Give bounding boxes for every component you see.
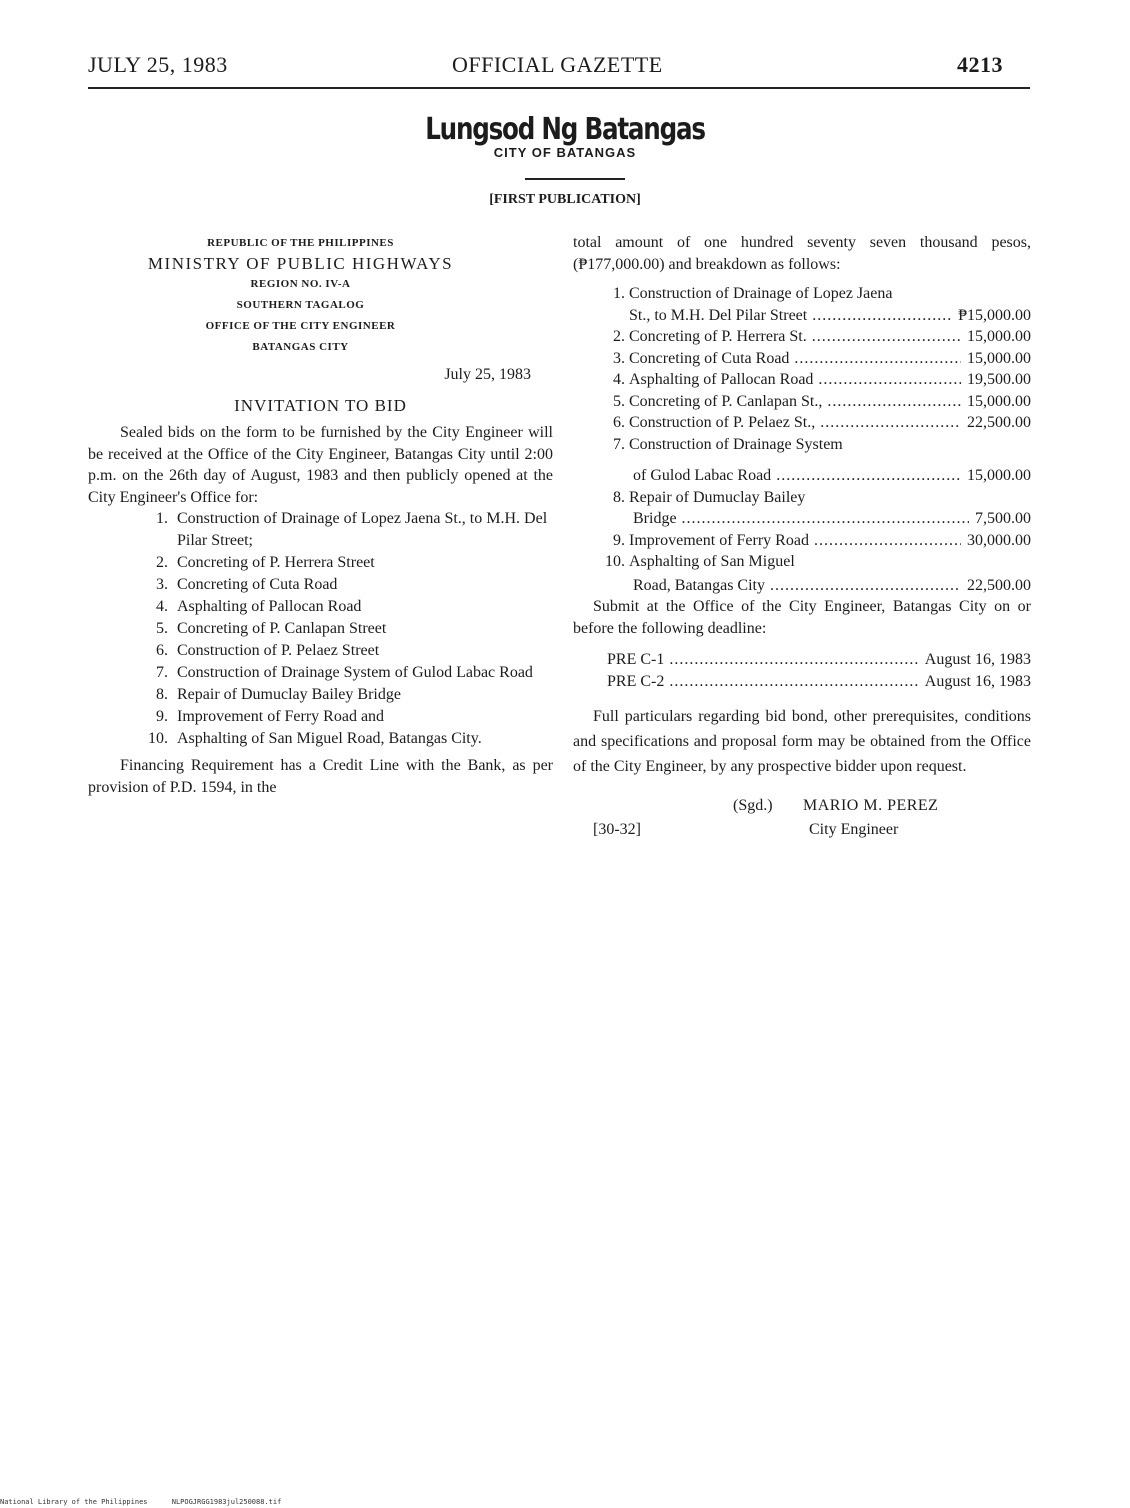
amount: ₱15,000.00	[958, 306, 1031, 324]
header-date: JULY 25, 1983	[88, 52, 228, 77]
signature-block	[573, 795, 1031, 843]
amount: 15,000.00	[967, 467, 1031, 484]
list-item: 4. Asphalting of Pallocan Road	[156, 597, 362, 615]
deadline-row: PRE C-2 ..... August 16, 1983	[607, 671, 1031, 693]
amount: 19,500.00	[967, 371, 1031, 388]
deadline-row: PRE C-1 ..... August 16, 1983	[607, 649, 1031, 671]
left-column	[88, 233, 553, 798]
right-column	[573, 232, 1031, 843]
title-divider	[525, 178, 625, 180]
amount: 22,500.00	[967, 414, 1031, 431]
amount: 22,500.00	[967, 576, 1031, 594]
title-block	[0, 112, 1130, 160]
submit-paragraph: Submit at the Office of the City Engineer, Batangas City on or before the following deadline:	[573, 598, 1031, 637]
header-publication: OFFICIAL GAZETTE	[452, 52, 663, 77]
region-line: REGION NO. IV-A	[250, 278, 351, 290]
publication-tag: [FIRST PUBLICATION]	[489, 192, 641, 207]
list-item: 10. Asphalting of San Miguel Road, Batangas City.	[148, 729, 482, 747]
signed-mark: (Sgd.)	[733, 797, 773, 814]
breakdown-item: 10. Asphalting of San Miguel Road, Batangas City ..... 22,500.00	[573, 551, 1031, 596]
page-title: Lungsod Ng Batangas	[425, 112, 705, 147]
reference-number: [30-32]	[593, 821, 641, 838]
list-item: 3. Concreting of Cuta Road	[156, 575, 338, 593]
breakdown-item: 4. Asphalting of Pallocan Road ..... 19,500.00	[573, 369, 1031, 391]
city-line: BATANGAS CITY	[252, 341, 349, 353]
page-number: 4213	[957, 52, 1003, 77]
page-subtitle: CITY OF BATANGAS	[493, 145, 637, 160]
list-item: 5. Concreting of P. Canlapan Street	[156, 619, 387, 637]
deadline-list	[573, 649, 1031, 692]
amount: 30,000.00	[967, 531, 1031, 549]
breakdown-item: 5. Concreting of P. Canlapan St., ..... 15,000.00	[573, 391, 1031, 413]
scan-footer	[0, 1498, 301, 1506]
header-rule	[88, 87, 1030, 89]
amount: 7,500.00	[975, 510, 1031, 527]
breakdown-item: 9. Improvement of Ferry Road ..... 30,000.00	[573, 530, 1031, 552]
breakdown-item: 8. Repair of Dumuclay Bailey Bridge ..... 7,500.00	[573, 487, 1031, 530]
breakdown-list	[573, 283, 1031, 596]
continuation-paragraph: total amount of one hundred seventy seven thousand pesos, (₱177,000.00) and breakdown as follows:	[573, 234, 1031, 273]
list-item: 9. Improvement of Ferry Road and	[156, 707, 385, 725]
breakdown-item: 6. Construction of P. Pelaez St., ..... 22,500.00	[573, 412, 1031, 434]
list-item: 2. Concreting of P. Herrera Street	[156, 553, 375, 571]
library-name: National Library of the Philippines	[0, 1498, 148, 1506]
breakdown-item: 7. Construction of Drainage System of Gulod Labac Road ..... 15,000.00	[573, 434, 1031, 487]
ministry-line: MINISTRY OF PUBLIC HIGHWAYS	[147, 254, 454, 273]
list-item: 7. Construction of Drainage System of Gulod Labac Road	[156, 663, 533, 681]
notice-heading: INVITATION TO BID	[234, 395, 407, 415]
amount: 15,000.00	[967, 328, 1031, 345]
list-item: 6. Construction of P. Pelaez Street	[156, 641, 380, 659]
intro-paragraph: Sealed bids on the form to be furnished by the City Engineer will be received at the Office of the City Engineer, Batangas City until 2:00 p.m. on the 26th day of August, 1983 and then publicly opened at the City Engineer's Office for:	[88, 424, 553, 506]
signatory-name: MARIO M. PEREZ	[803, 797, 939, 814]
area-line: SOUTHERN TAGALOG	[236, 299, 365, 311]
file-name: NLPOGJRGG1983jul250088.tif	[171, 1498, 282, 1506]
amount: 15,000.00	[967, 392, 1031, 410]
signatory-title: City Engineer	[809, 821, 899, 838]
breakdown-item: 2. Concreting of P. Herrera St. ..... 15,000.00	[573, 326, 1031, 348]
financing-paragraph: Financing Requirement has a Credit Line with the Bank, as per provision of P.D. 1594, in the	[88, 757, 553, 796]
amount: 15,000.00	[967, 349, 1031, 367]
office-line: OFFICE OF THE CITY ENGINEER	[205, 320, 396, 332]
list-item: 1. Construction of Drainage of Lopez Jaena St., to M.H. Del Pilar Street;	[156, 510, 548, 549]
breakdown-item: 1. Construction of Drainage of Lopez Jaena St., to M.H. Del Pilar Street ..... ₱15,000.00	[573, 283, 1031, 326]
notice-date: July 25, 1983	[444, 366, 531, 383]
particulars-paragraph: Full particulars regarding bid bond, other prerequisites, conditions and specifications and proposal form may be obtained from the Office of the City Engineer, by any prospective bidder upon request.	[573, 708, 1031, 775]
breakdown-item: 3. Concreting of Cuta Road ..... 15,000.00	[573, 348, 1031, 370]
republic-line: REPUBLIC OF THE PHILIPPINES	[207, 237, 394, 249]
list-item: 8. Repair of Dumuclay Bailey Bridge	[156, 685, 401, 703]
project-list	[88, 508, 553, 749]
